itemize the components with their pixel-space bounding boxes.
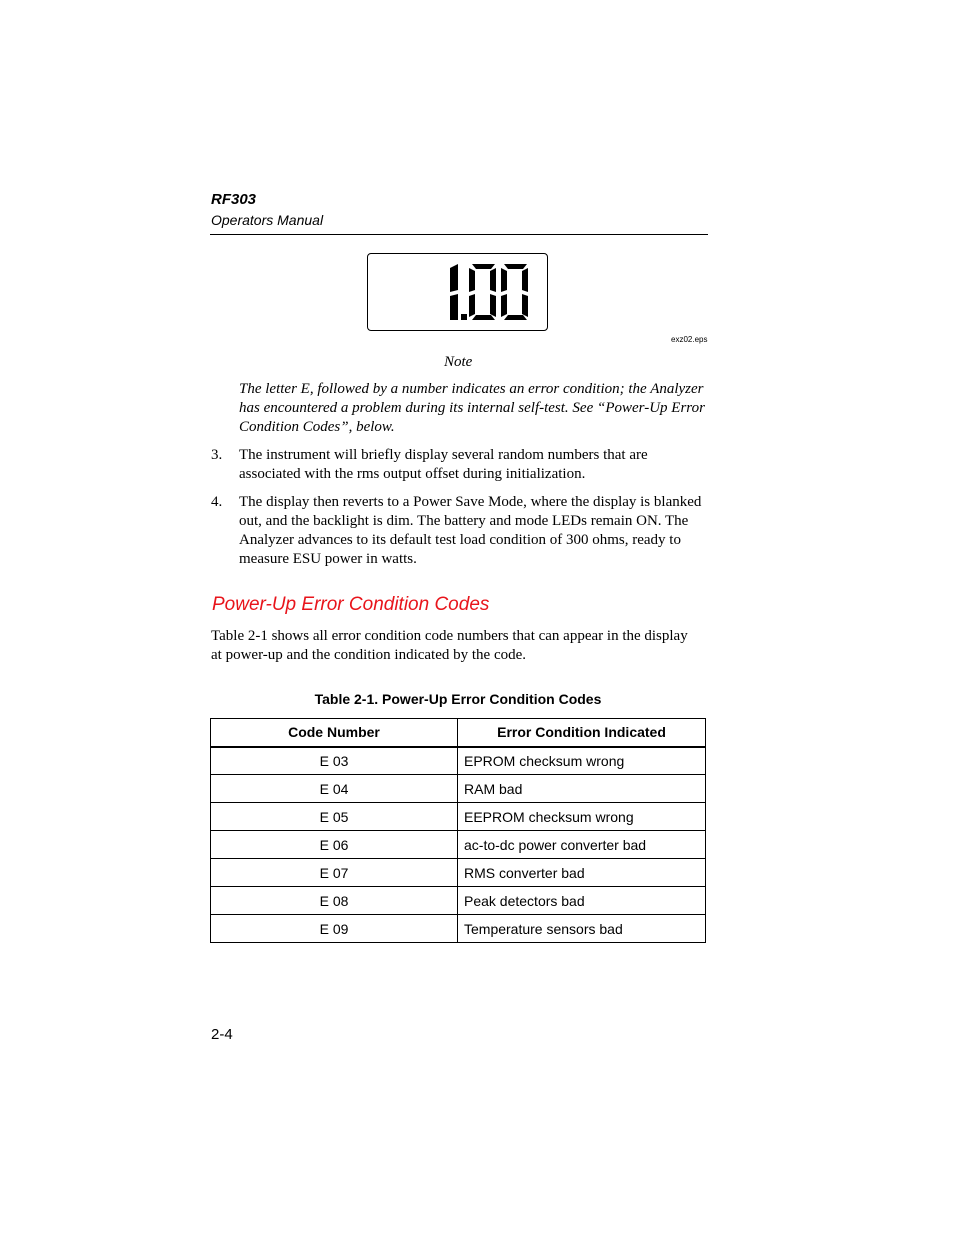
condition-cell: Temperature sensors bad bbox=[458, 915, 706, 943]
step-number: 3. bbox=[211, 447, 223, 463]
lcd-digits bbox=[368, 254, 549, 332]
condition-cell: EEPROM checksum wrong bbox=[458, 803, 706, 831]
table-header-row bbox=[211, 719, 706, 747]
error-code-table bbox=[210, 718, 706, 943]
step-text: The instrument will briefly display several random numbers that are associated with the rms output offset during initialization. bbox=[239, 447, 648, 482]
note-heading: Note bbox=[444, 354, 473, 370]
step-text: The display then reverts to a Power Save Mode, where the display is blanked out, and the backlight is dim. The battery and mode LEDs remain ON. The Analyzer advances to its default test load condition of 300 ohms, ready to measure ESU power in watts. bbox=[239, 494, 702, 567]
manual-subtitle: Operators Manual bbox=[211, 212, 324, 228]
column-header-condition: Error Condition Indicated bbox=[458, 719, 706, 747]
manual-title: RF303 bbox=[211, 191, 257, 208]
code-cell: E 06 bbox=[211, 831, 458, 859]
lcd-display-figure bbox=[367, 253, 548, 331]
code-cell: E 08 bbox=[211, 887, 458, 915]
section-heading: Power-Up Error Condition Codes bbox=[212, 594, 490, 615]
table-row bbox=[211, 887, 706, 915]
code-cell: E 05 bbox=[211, 803, 458, 831]
page-number: 2-4 bbox=[211, 1026, 233, 1043]
table-row bbox=[211, 915, 706, 943]
table-row bbox=[211, 859, 706, 887]
note-body: The letter E, followed by a number indicates an error condition; the Analyzer has encountered a problem during its internal self-test. See “Power-Up Error Condition Codes”, below. bbox=[239, 381, 705, 435]
condition-cell: RAM bad bbox=[458, 775, 706, 803]
code-cell: E 09 bbox=[211, 915, 458, 943]
code-cell: E 07 bbox=[211, 859, 458, 887]
table-caption: Table 2-1. Power-Up Error Condition Codes bbox=[314, 691, 602, 707]
condition-cell: RMS converter bad bbox=[458, 859, 706, 887]
table-row bbox=[211, 775, 706, 803]
step-number: 4. bbox=[211, 494, 223, 510]
condition-cell: ac-to-dc power converter bad bbox=[458, 831, 706, 859]
condition-cell: EPROM checksum wrong bbox=[458, 747, 706, 775]
table-row bbox=[211, 747, 706, 775]
condition-cell: Peak detectors bad bbox=[458, 887, 706, 915]
header-rule bbox=[210, 234, 708, 235]
table-row bbox=[211, 831, 706, 859]
figure-file-tag: exz02.eps bbox=[671, 335, 708, 344]
section-intro: Table 2-1 shows all error condition code numbers that can appear in the display at power-up and the condition indicated by the code. bbox=[211, 628, 688, 663]
code-cell: E 03 bbox=[211, 747, 458, 775]
code-cell: E 04 bbox=[211, 775, 458, 803]
column-header-code: Code Number bbox=[211, 719, 458, 747]
table-row bbox=[211, 803, 706, 831]
